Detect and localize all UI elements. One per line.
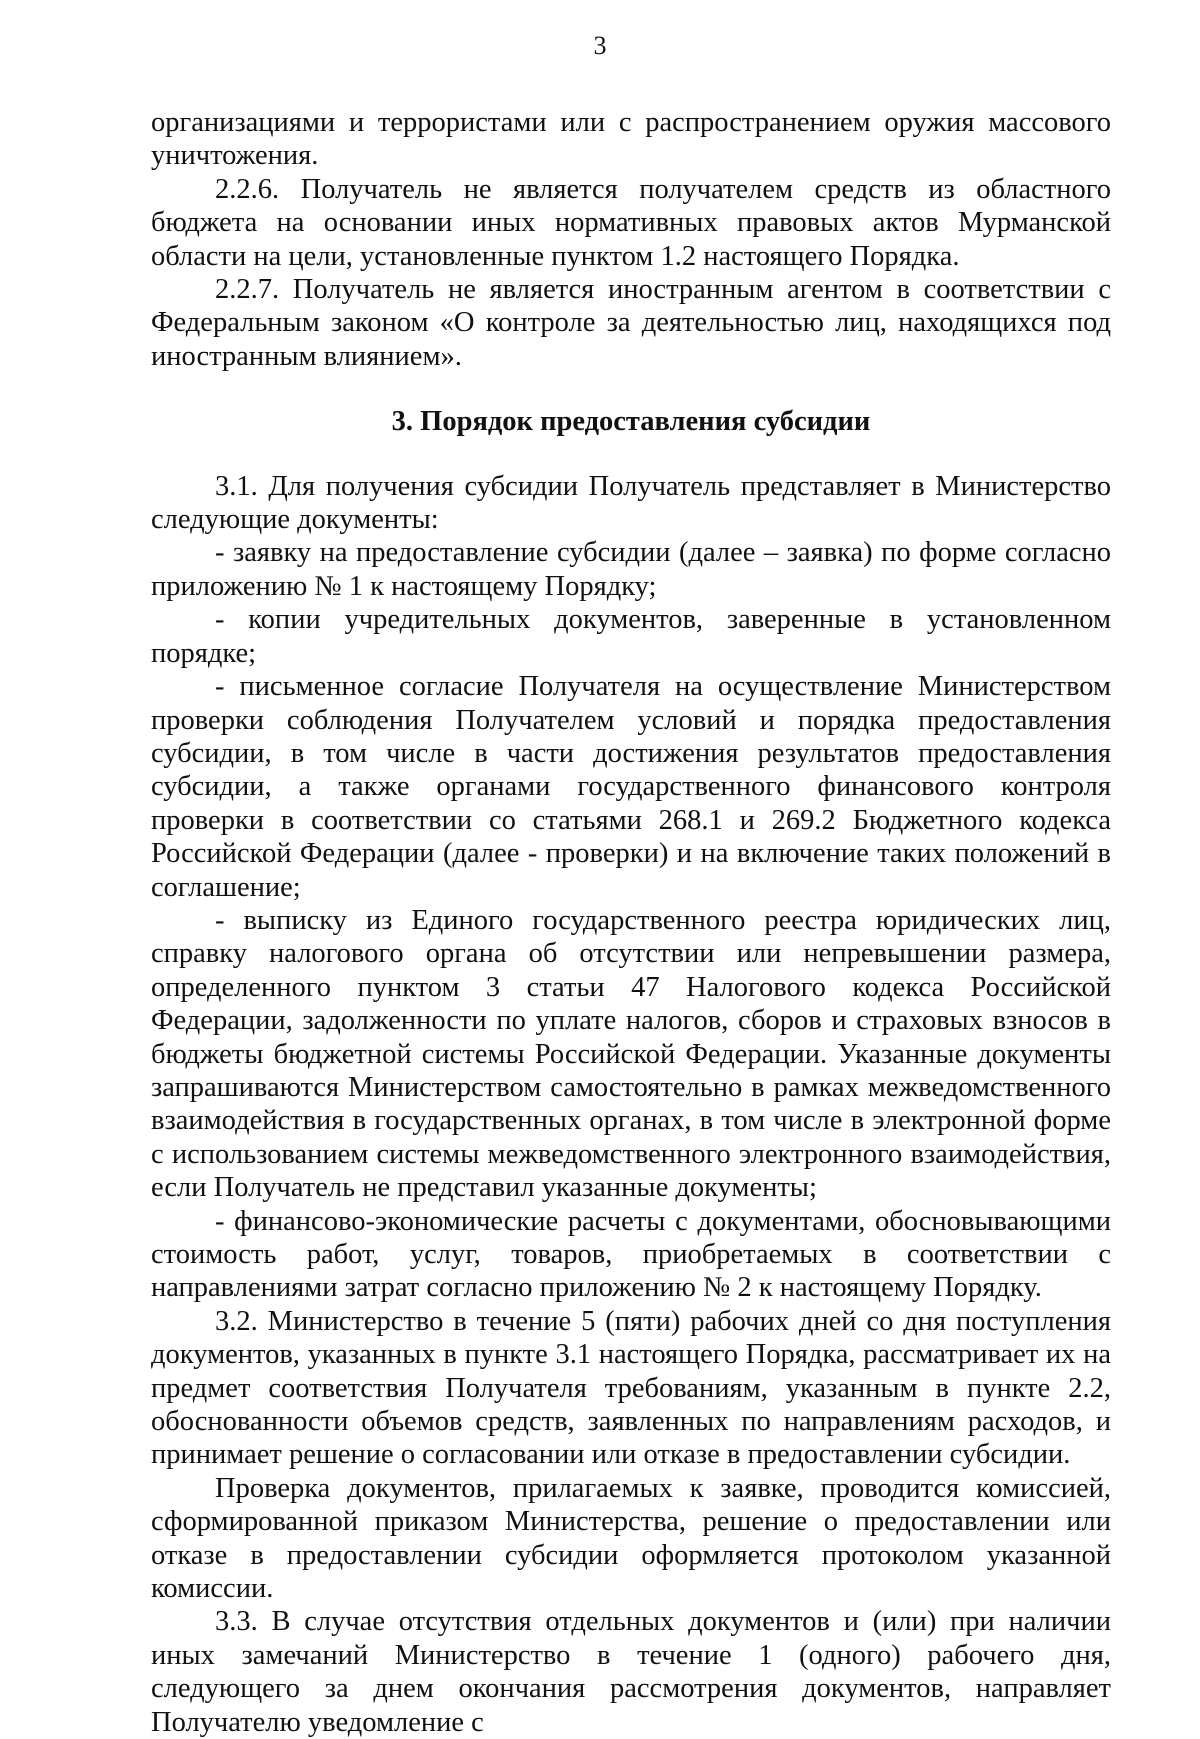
paragraph: - финансово-экономические расчеты с документами, обосновывающими стоимость работ, услуг, товаров, приобретаемых в соответствии с направлениями затрат согласно приложению № 2 к настоящему Порядку.	[151, 1205, 1111, 1304]
paragraph: Проверка документов, прилагаемых к заявке, проводится комиссией, сформированной приказом Министерства, решение о предоставлении или отказе в предоставлении субсидии оформляется протоколом указанной комиссии.	[151, 1472, 1111, 1605]
document-body	[151, 106, 1111, 1739]
paragraph: - заявку на предоставление субсидии (далее – заявка) по форме согласно приложению № 1 к настоящему Порядку;	[151, 537, 1111, 602]
section-heading: 3. Порядок предоставления субсидии	[391, 406, 871, 438]
paragraphs-after	[151, 470, 1111, 1739]
page-number: 3	[593, 31, 607, 60]
paragraph: - копии учредительных документов, заверенные в установленном порядке;	[151, 604, 1111, 669]
paragraph: организациями и террористами или с распространением оружия массового уничтожения.	[151, 107, 1111, 172]
paragraph: 3.3. В случае отсутствия отдельных документов и (или) при наличии иных замечаний Министерство в течение 1 (одного) рабочего дня, следующего за днем окончания рассмотрения документов, направляет Получателю уведомление с	[151, 1606, 1111, 1738]
paragraph: - выписку из Единого государственного реестра юридических лиц, справку налогового органа об отсутствии или непревышении размера, определенного пунктом 3 статьи 47 Налогового кодекса Российской Федерации, задолженности по уплате налогов, сборов и страховых взносов в бюджеты бюджетной системы Российской Федерации. Указанные документы запрашиваются Министерством самостоятельно в рамках межведомственного взаимодействия в государственных органах, в том числе в электронной форме с использованием системы межведомственного электронного взаимодействия, если Получатель не представил указанные документы;	[151, 904, 1111, 1204]
paragraphs-before	[151, 106, 1111, 373]
paragraph: 3.1. Для получения субсидии Получатель представляет в Министерство следующие документы:	[151, 470, 1111, 536]
paragraph: 2.2.6. Получатель не является получателем средств из областного бюджета на основании иных нормативных правовых актов Мурманской области на цели, установленные пунктом 1.2 настоящего Порядка.	[151, 173, 1111, 272]
paragraph: 2.2.7. Получатель не является иностранным агентом в соответствии с Федеральным законом «О контроле за деятельностью лиц, находящихся под иностранным влиянием».	[151, 274, 1111, 372]
paragraph: 3.2. Министерство в течение 5 (пяти) рабочих дней со дня поступления документов, указанных в пункте 3.1 настоящего Порядка, рассматривает их на предмет соответствия Получателя требованиям, указанным в пункте 2.2, обоснованности объемов средств, заявленных по направлениям расходов, и принимает решение о согласовании или отказе в предоставлении субсидии.	[151, 1305, 1111, 1471]
paragraph: - письменное согласие Получателя на осуществление Министерством проверки соблюдения Получателем условий и порядка предоставления субсидии, в том числе в части достижения результатов предоставления субсидии, а также органами государственного финансового контроля проверки в соответствии со статьями 268.1 и 269.2 Бюджетного кодекса Российской Федерации (далее - проверки) и на включение таких положений в соглашение;	[151, 671, 1111, 903]
